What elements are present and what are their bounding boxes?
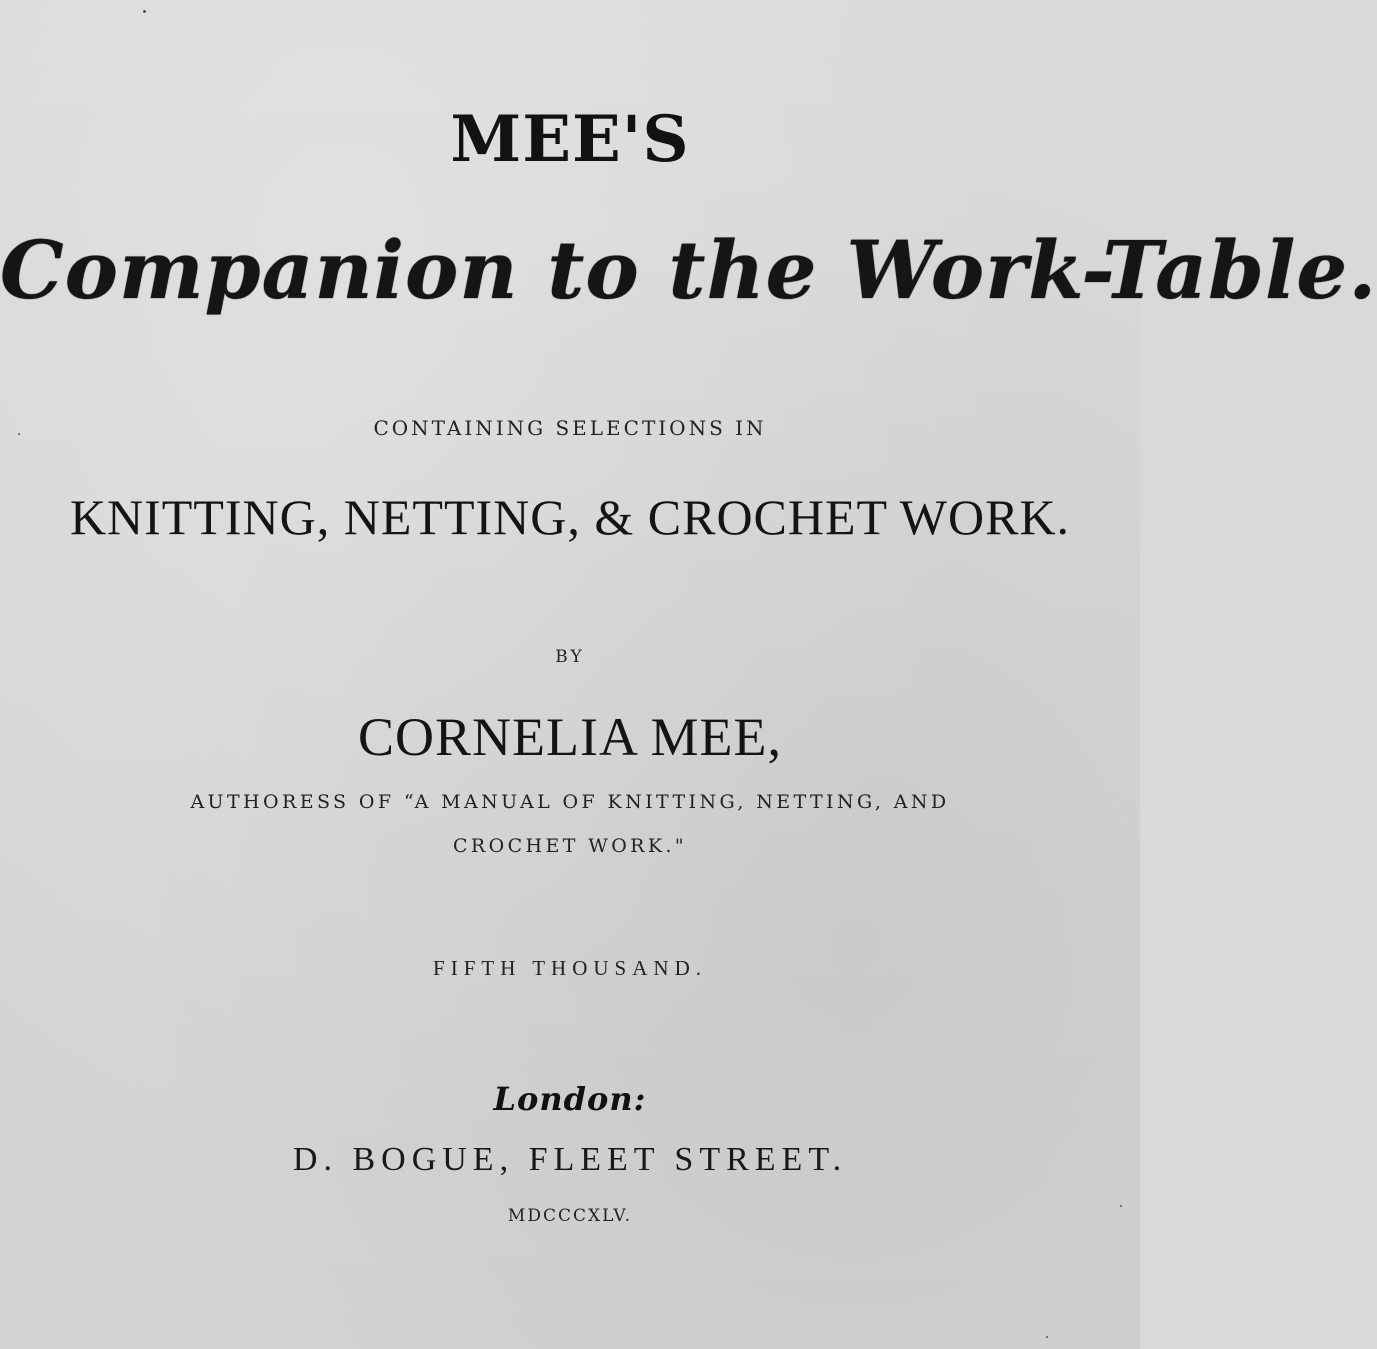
title-main — [0, 210, 1377, 330]
containing-line: CONTAINING SELECTIONS IN — [373, 416, 767, 440]
paper-speck — [143, 10, 146, 13]
edition-line: FIFTH THOUSAND. — [433, 956, 707, 980]
author-name: CORNELIA MEE, — [358, 707, 782, 767]
publisher-line: D. BOGUE, FLEET STREET. — [292, 1141, 848, 1178]
title-top: MEE'S — [450, 102, 690, 177]
by-line: BY — [555, 647, 585, 667]
author-credit-line-1: AUTHORESS OF “A MANUAL OF KNITTING, NETTING, AND — [190, 791, 950, 813]
title-main-text: Companion to the Work-Table. — [0, 223, 1377, 317]
author-credit-line-2: CROCHET WORK." — [452, 835, 688, 857]
subject-line: KNITTING, NETTING, & CROCHET WORK. — [69, 489, 1071, 545]
paper-speck — [1046, 1336, 1048, 1338]
publication-year: MDCCCXLV. — [507, 1206, 633, 1226]
imprint-city: London: — [493, 1080, 647, 1118]
